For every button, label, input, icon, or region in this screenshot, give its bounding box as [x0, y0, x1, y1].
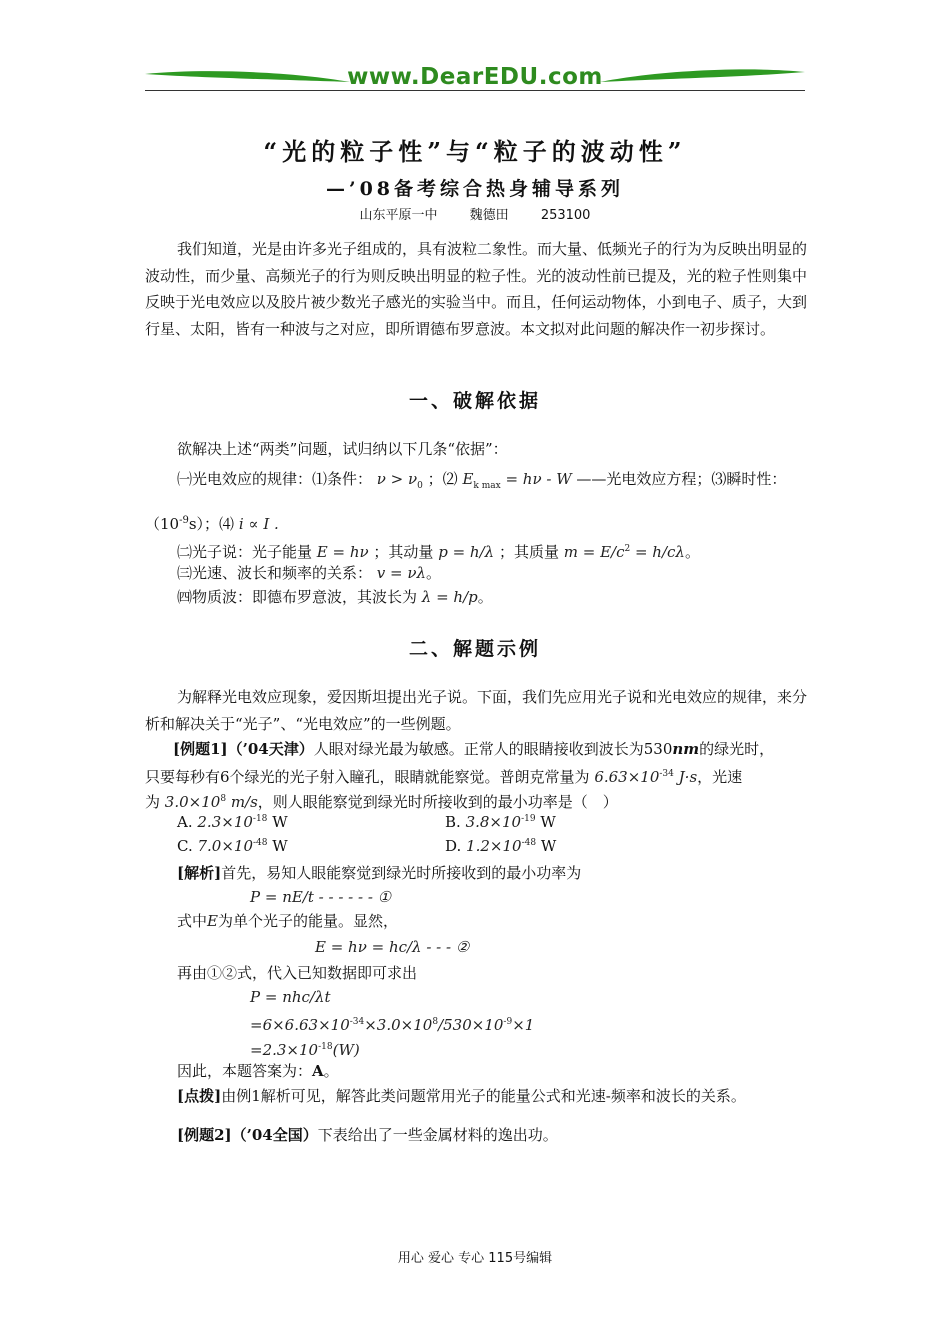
proportional-formula: i ∝ I .	[238, 515, 279, 533]
option-a: A. $2.3\times 10^{-18}$ W	[177, 813, 288, 831]
option-d: D. $1.2\times 10^{-48}$ W	[445, 837, 557, 855]
author-name: 魏德田	[469, 208, 509, 223]
equation-2: E = hν = hc/λ - - - ②	[315, 938, 470, 956]
tip-line: [点拨]由例1解析可见，解答此类问题常用光子的能量公式和光速-频率和波长的关系。	[177, 1087, 746, 1105]
header-rule	[145, 90, 805, 91]
option-b: B. $3.8\times 10^{-19}$ W	[445, 813, 556, 831]
photoelectric-equation: $E_{k max} = h\nu - W$	[462, 470, 572, 491]
analysis-line-3: 再由①②式，代入已知数据即可求出	[177, 964, 418, 982]
author-line	[0, 204, 950, 223]
example-1-line-1: [例题1]（’04天津）人眼对绿光最为敏感。正常人的眼睛接收到波长为530nm的绿光时，	[173, 740, 775, 758]
example-2-line: [例题2]（’04全国）下表给出了一些金属材料的逸出功。	[177, 1126, 558, 1144]
equation-1: P = nE/t - - - - - - ①	[250, 888, 392, 906]
page-footer: 用心 爱心 专心 115号编辑	[397, 1251, 553, 1266]
document-title: “光的粒子性”与“粒子的波动性”	[263, 137, 687, 166]
examples-lead: 为解释光电效应现象，爱因斯坦提出光子说。下面，我们先应用光子说和光电效应的规律，来分析和解决关于“光子”、“光电效应”的一些例题。	[145, 688, 808, 733]
header-banner	[145, 62, 805, 92]
author-code: 253100	[540, 208, 591, 223]
basis-lead: 欲解决上述“两类”问题，试归纳以下几条“依据”：	[177, 440, 508, 458]
option-c: C. $7.0\times 10^{-48}$ W	[177, 837, 288, 855]
brand-logo-text: www.DearEDU.com	[347, 64, 603, 90]
analysis-line-2: 式中E为单个光子的能量。显然，	[177, 912, 398, 930]
example-1-line-2: 只要每秒有6个绿光的光子射入瞳孔，眼睛就能察觉。普朗克常量为 $6.63\times 10^{-34}$ J·s，光速	[145, 768, 743, 786]
analysis-line-1: [解析]首先，易知人眼能察觉到绿光时所接收到的最小功率为	[177, 864, 582, 882]
section-heading-basis: 一、破解依据	[408, 390, 541, 412]
author-school: 山东平原一中	[359, 208, 438, 223]
basis-item-3: ㈢光速、波长和频率的关系： v = νλ。	[177, 564, 442, 582]
basis-item-4: ㈣物质波：即德布罗意波，其波长为 λ = h/p。	[177, 588, 493, 606]
intro-paragraph: 我们知道，光是由许多光子组成的，具有波粒二象性。而大量、低频光子的行为为反映出明显的波动性，而少量、高频光子的行为则反映出明显的粒子性。光的波动性前已提及，光的粒子性则集中反映于光电效应以及胶片被少数光子感光的实验当中。而且，任何运动物体，小到电子、质子，大到行星、太阳，皆有一种波与之对应，即所谓德布罗意波。本文拟对此问题的解决作一初步探讨。	[145, 240, 808, 338]
example-1-line-3: 为 $3.0\times 10^8$ m/s，则人眼能察觉到绿光时所接收到的最小功率是（ ）	[145, 793, 618, 811]
basis-item-1: ㈠光电效应的规律：⑴条件： $\nu > \nu_0$ ；⑵ $E_{k max} = h\nu - W$ ——光电效应方程；⑶瞬时性：	[177, 470, 787, 491]
document-subtitle: —’08备考综合热身辅导系列	[325, 178, 625, 200]
basis-item-2: ㈡光子说：光子能量 E = hν ；其动量 p = h/λ ；其质量 $m = E/c^2 = h/c\lambda$。	[177, 543, 700, 561]
condition-formula: $\nu > \nu_0$	[376, 470, 423, 491]
equation-4: $=6\times 6.63\times 10^{-34}\times 3.0\times 10^8/530\times 10^{-9}\times 1$	[250, 1016, 535, 1034]
equation-3: P = nhc/λt	[250, 988, 331, 1006]
section-heading-examples: 二、解题示例	[408, 638, 541, 660]
answer-line: 因此，本题答案为：A。	[177, 1062, 339, 1080]
equation-5: $=2.3\times 10^{-18}(W)$	[250, 1041, 360, 1059]
basis-item-1-cont: $(10^{-9}s)$；⑷ i ∝ I .	[145, 515, 279, 533]
